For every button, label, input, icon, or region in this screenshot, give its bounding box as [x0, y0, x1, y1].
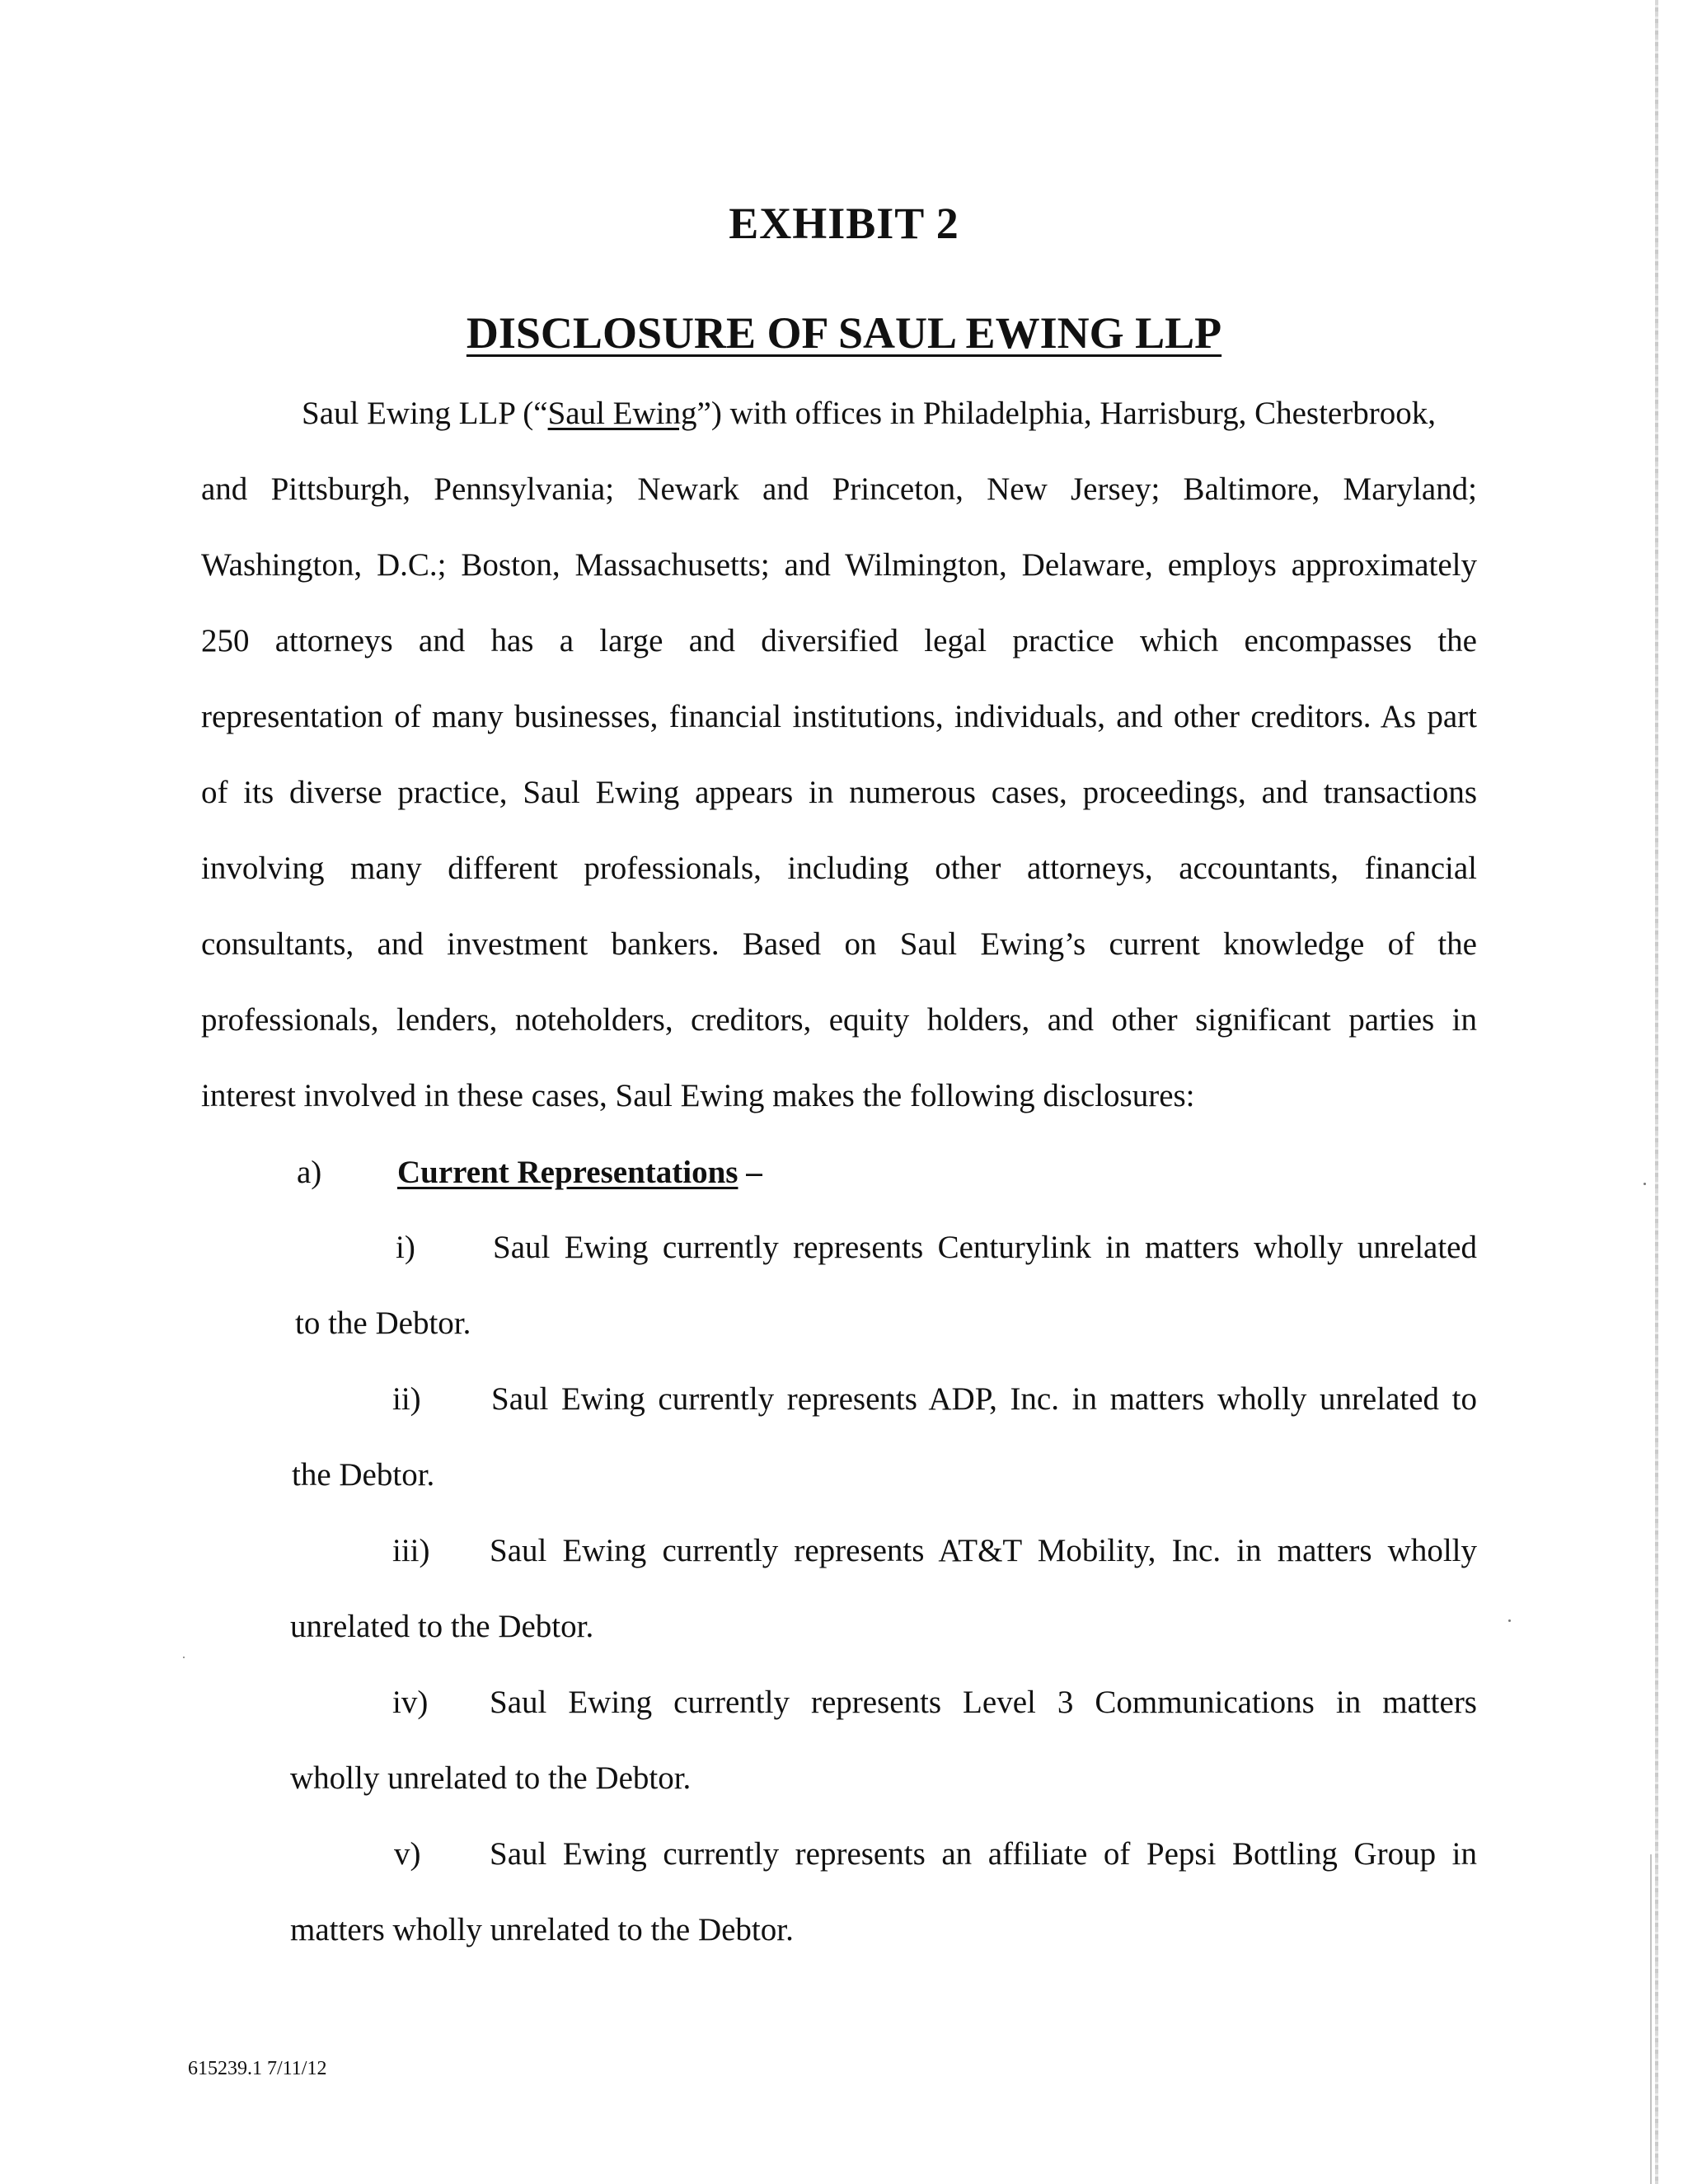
paragraph-line: and Pittsburgh, Pennsylvania; Newark and Princeton, New Jersey; Baltimore, Maryland; [201, 471, 1477, 507]
item-marker: i) [396, 1230, 415, 1265]
item-text-cont: to the Debtor. [295, 1305, 471, 1341]
defined-term: Saul Ewing [547, 396, 697, 431]
item-text-cont: unrelated to the Debtor. [290, 1609, 594, 1644]
scan-speck [1643, 1183, 1646, 1185]
scan-speck [1508, 1619, 1511, 1622]
item-text: Saul Ewing currently represents an affiliate of Pepsi Bottling Group in [490, 1836, 1477, 1872]
scan-edge-lower [1650, 1854, 1658, 2184]
item-text: Saul Ewing currently represents Level 3 Communications in matters [490, 1685, 1477, 1720]
paragraph-line: 250 attorneys and has a large and diversified legal practice which encompasses the [201, 623, 1477, 658]
item-text-cont: the Debtor. [292, 1457, 435, 1493]
paragraph-line: interest involved in these cases, Saul Ewing makes the following disclosures: [201, 1078, 1195, 1113]
scan-speck [183, 1657, 185, 1658]
item-text: Saul Ewing currently represents Centurylink in matters wholly unrelated [493, 1230, 1477, 1265]
item-marker: iv) [392, 1685, 429, 1720]
item-text-cont: matters wholly unrelated to the Debtor. [290, 1912, 794, 1947]
paragraph-line: involving many different professionals, including other attorneys, accountants, financial [201, 851, 1477, 886]
paragraph-line: professionals, lenders, noteholders, creditors, equity holders, and other significant parties in [201, 1002, 1477, 1038]
exhibit-heading: EXHIBIT 2 [729, 199, 959, 248]
section-marker: a) [297, 1155, 322, 1190]
paragraph-line: Saul Ewing LLP (“Saul Ewing”) with offices in Philadelphia, Harrisburg, Chesterbrook, [302, 396, 1436, 431]
item-text-cont: wholly unrelated to the Debtor. [290, 1760, 692, 1796]
paragraph-line: Washington, D.C.; Boston, Massachusetts; and Wilmington, Delaware, employs approximately [201, 547, 1477, 583]
paragraph-line: of its diverse practice, Saul Ewing appears in numerous cases, proceedings, and transactions [201, 775, 1477, 810]
document-title: DISCLOSURE OF SAUL EWING LLP [466, 308, 1222, 358]
item-marker: ii) [392, 1381, 421, 1417]
item-marker: v) [394, 1836, 421, 1872]
document-footer-id: 615239.1 7/11/12 [188, 2058, 327, 2079]
paragraph-line: representation of many businesses, financial institutions, individuals, and other creditors. As part [201, 699, 1477, 734]
item-text: Saul Ewing currently represents ADP, Inc. in matters wholly unrelated to [491, 1381, 1477, 1417]
paragraph-line: consultants, and investment bankers. Based on Saul Ewing’s current knowledge of the [201, 926, 1477, 962]
section-heading: Current Representations – [397, 1155, 762, 1190]
item-text: Saul Ewing currently represents AT&T Mobility, Inc. in matters wholly [490, 1533, 1477, 1568]
item-marker: iii) [392, 1533, 430, 1568]
